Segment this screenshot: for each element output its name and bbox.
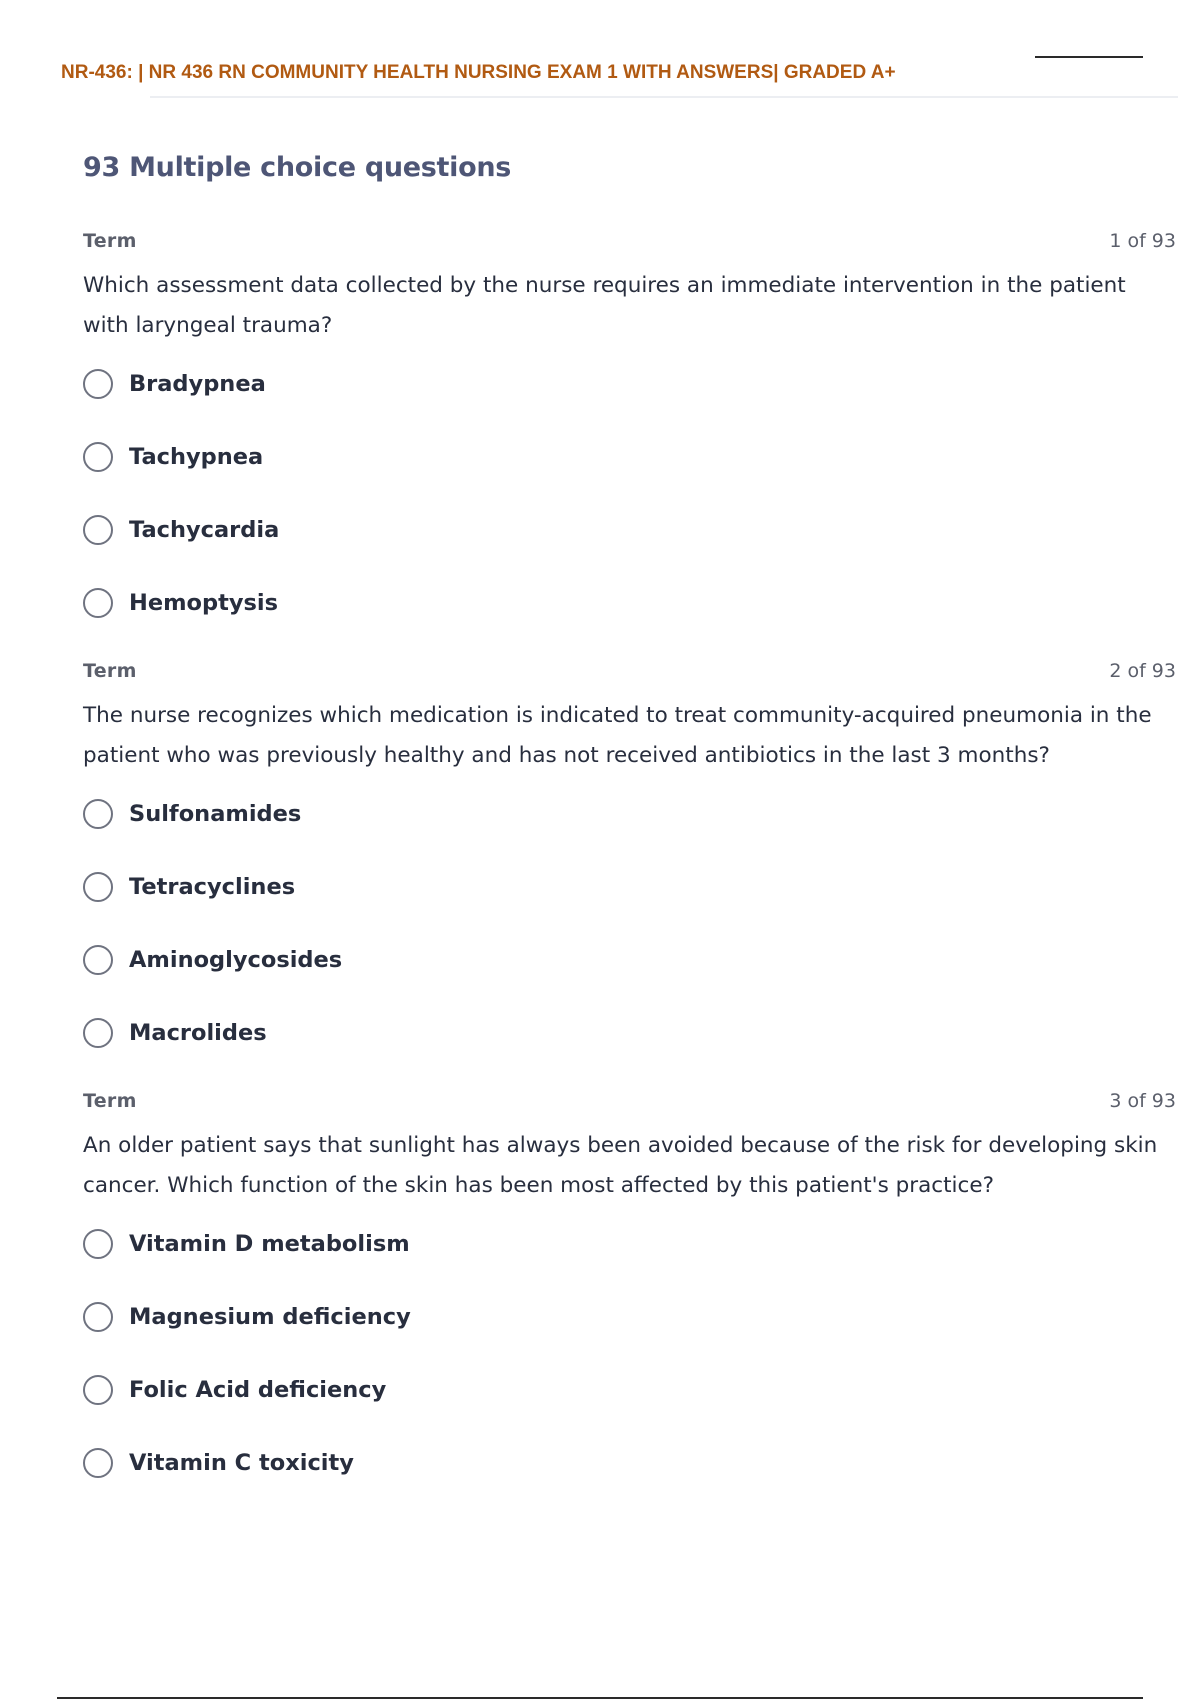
answer-option-label: Tetracyclines — [129, 874, 296, 900]
answer-option[interactable] — [83, 1299, 1176, 1335]
answer-option[interactable] — [83, 1372, 1176, 1408]
answer-option[interactable] — [83, 585, 1176, 621]
section-title: 93 Multiple choice questions — [83, 152, 512, 183]
answer-option[interactable] — [83, 942, 1176, 978]
radio-button-icon[interactable] — [83, 945, 113, 975]
answer-option-label: Vitamin D metabolism — [129, 1231, 410, 1257]
question-card-3 — [83, 1090, 1176, 1518]
answer-option-label: Bradypnea — [129, 371, 266, 397]
answer-option[interactable] — [83, 796, 1176, 832]
radio-button-icon[interactable] — [83, 588, 113, 618]
question-text: An older patient says that sunlight has always been avoided because of the risk for developing skin cancer. Which function of the skin has been most affected by this patient's practice? — [83, 1133, 1158, 1198]
question-counter: 2 of 93 — [1109, 660, 1176, 682]
answer-option-label: Macrolides — [129, 1020, 267, 1046]
question-text: Which assessment data collected by the nurse requires an immediate intervention in the patient with laryngeal trauma? — [83, 273, 1126, 338]
answer-options — [83, 366, 1176, 621]
term-label: Term — [83, 230, 137, 252]
answer-option[interactable] — [83, 439, 1176, 475]
question-card-header — [83, 660, 1176, 690]
header-divider — [150, 96, 1178, 98]
radio-button-icon[interactable] — [83, 799, 113, 829]
radio-button-icon[interactable] — [83, 872, 113, 902]
radio-button-icon[interactable] — [83, 1229, 113, 1259]
answer-option[interactable] — [83, 512, 1176, 548]
radio-button-icon[interactable] — [83, 1302, 113, 1332]
top-divider — [1035, 56, 1143, 58]
answer-options — [83, 796, 1176, 1051]
answer-option-label: Folic Acid deficiency — [129, 1377, 387, 1403]
answer-options — [83, 1226, 1176, 1481]
answer-option-label: Tachypnea — [129, 444, 264, 470]
question-card-1 — [83, 230, 1176, 658]
answer-option[interactable] — [83, 1226, 1176, 1262]
radio-button-icon[interactable] — [83, 442, 113, 472]
radio-button-icon[interactable] — [83, 1448, 113, 1478]
answer-option-label: Magnesium deficiency — [129, 1304, 411, 1330]
question-card-header — [83, 1090, 1176, 1120]
answer-option-label: Sulfonamides — [129, 801, 302, 827]
question-card-header — [83, 230, 1176, 260]
answer-option[interactable] — [83, 1445, 1176, 1481]
answer-option[interactable] — [83, 366, 1176, 402]
answer-option[interactable] — [83, 1015, 1176, 1051]
bottom-divider — [57, 1697, 1143, 1699]
answer-option-label: Aminoglycosides — [129, 947, 343, 973]
answer-option-label: Hemoptysis — [129, 590, 279, 616]
radio-button-icon[interactable] — [83, 515, 113, 545]
question-counter: 1 of 93 — [1109, 230, 1176, 252]
term-label: Term — [83, 660, 137, 682]
question-counter: 3 of 93 — [1109, 1090, 1176, 1112]
answer-option-label: Tachycardia — [129, 517, 280, 543]
question-card-2 — [83, 660, 1176, 1088]
document-header: NR-436: | NR 436 RN COMMUNITY HEALTH NURSING EXAM 1 WITH ANSWERS| GRADED A+ — [61, 62, 896, 83]
answer-option-label: Vitamin C toxicity — [129, 1450, 354, 1476]
radio-button-icon[interactable] — [83, 1375, 113, 1405]
radio-button-icon[interactable] — [83, 369, 113, 399]
radio-button-icon[interactable] — [83, 1018, 113, 1048]
question-text: The nurse recognizes which medication is indicated to treat community-acquired pneumonia in the patient who was previously healthy and has not received antibiotics in the last 3 months? — [83, 703, 1152, 768]
term-label: Term — [83, 1090, 137, 1112]
answer-option[interactable] — [83, 869, 1176, 905]
